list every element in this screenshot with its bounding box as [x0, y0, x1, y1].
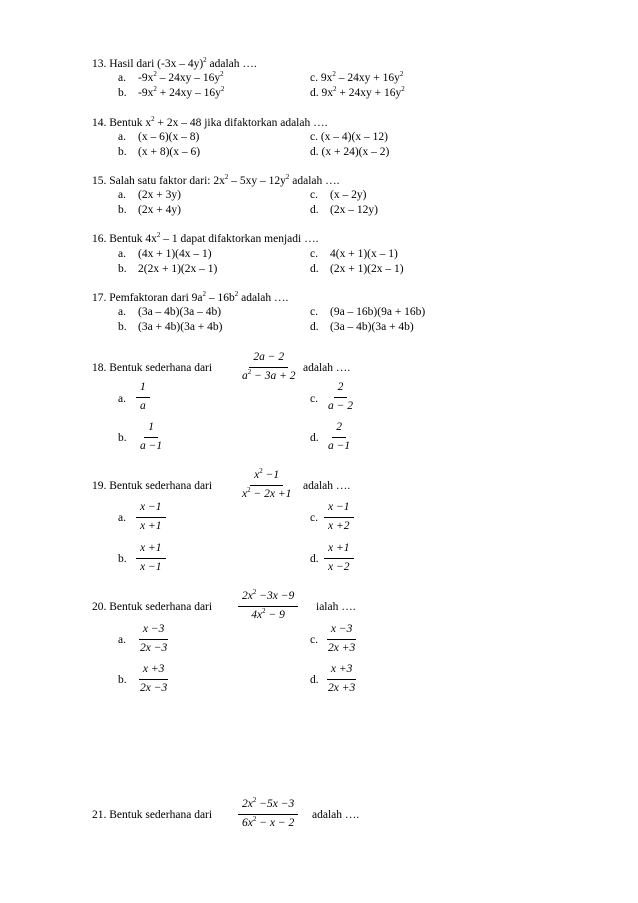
option-label: c.: [310, 306, 318, 318]
option-c: [310, 189, 366, 201]
question-21-fraction: [238, 796, 298, 829]
option-label: d.: [310, 204, 319, 216]
superscript: 2: [153, 70, 157, 79]
option-text: (2x + 4y): [138, 204, 181, 216]
option-c-label: c.: [310, 512, 318, 524]
option-a: [118, 306, 221, 318]
option-a-fraction: [136, 382, 150, 412]
stem-text: 17. Pemfaktoran dari 9a: [92, 292, 203, 304]
num-part: −5x −3: [256, 798, 295, 810]
numerator: x −3: [139, 624, 169, 640]
option-c: [310, 72, 403, 84]
option-d: [310, 87, 405, 99]
option-label: c.: [310, 248, 318, 260]
den-part: − 9: [265, 608, 285, 621]
option-b-fraction: [136, 543, 166, 573]
option-label: d.: [310, 263, 319, 275]
den-part: 6x: [242, 816, 253, 829]
superscript: 2: [262, 606, 266, 615]
stem-text: 15. Salah satu faktor dari: 2x: [92, 175, 225, 187]
option-text: (9a – 16b)(9a + 16b): [330, 306, 426, 318]
numerator: x −1: [136, 502, 166, 518]
num-part: 2x: [242, 590, 253, 602]
option-label: b.: [118, 146, 127, 158]
superscript: 2: [234, 290, 239, 299]
option-a-label: a.: [118, 393, 126, 405]
denominator: 2x −3: [140, 641, 168, 654]
option-c: [310, 248, 398, 260]
denominator: 2x +3: [328, 681, 356, 694]
superscript: 2: [203, 56, 207, 65]
superscript: 2: [247, 367, 252, 376]
stem-text: – 1 dapat difaktorkan menjadi ….: [160, 233, 319, 245]
option-c-label: c.: [310, 634, 318, 646]
option-b: [118, 146, 200, 158]
option-d-fraction: [324, 422, 354, 452]
numerator: x −3: [327, 624, 357, 640]
numerator: 2: [334, 382, 348, 398]
numerator: 2a − 2: [249, 352, 288, 368]
option-text: (2x + 1)(2x – 1): [330, 263, 404, 275]
option-text: + 24xy + 16y: [336, 87, 402, 99]
option-label: c.: [310, 189, 318, 201]
superscript: 2: [151, 115, 155, 124]
option-b: [118, 321, 223, 333]
option-text: (2x + 3y): [138, 189, 181, 201]
option-d-label: d.: [310, 432, 319, 444]
option-c-fraction: [324, 502, 354, 532]
numerator: [238, 796, 298, 815]
denominator: [238, 815, 298, 830]
denominator: 2x +3: [328, 641, 356, 654]
option-text: d. (x + 24)(x – 2): [310, 146, 390, 158]
stem-text: 14. Bentuk x: [92, 117, 152, 129]
numerator: [238, 588, 298, 607]
numerator: 1: [144, 422, 158, 438]
denominator: [238, 486, 295, 501]
option-d-fraction: [324, 664, 359, 694]
option-label: a.: [118, 306, 126, 318]
num-part: x: [254, 469, 260, 481]
denominator: [238, 368, 300, 383]
option-text: (3a – 4b)(3a + 4b): [330, 321, 414, 333]
denominator: a −1: [140, 439, 163, 452]
superscript: 2: [333, 85, 337, 94]
option-text: c. (x – 4)(x – 12): [310, 131, 388, 143]
superscript: 2: [252, 796, 257, 805]
superscript: 2: [259, 467, 263, 476]
den-part: − 2x +1: [250, 487, 292, 500]
option-label: b.: [118, 321, 127, 333]
option-text: + 24xy – 16y: [156, 87, 221, 99]
option-b: [118, 204, 181, 216]
stem-text: 16. Bentuk 4x: [92, 233, 157, 245]
option-text: -9x: [138, 87, 154, 99]
option-text: c. 9x: [310, 72, 333, 84]
denominator: x +2: [328, 519, 350, 532]
option-a: [118, 189, 181, 201]
option-label: d.: [310, 321, 319, 333]
numerator: x −1: [324, 502, 354, 518]
question-14-stem: [92, 117, 327, 129]
denominator: x +1: [140, 519, 162, 532]
denominator: x −1: [140, 560, 162, 573]
option-text: (x – 6)(x – 8): [138, 131, 200, 143]
option-c-fraction: [324, 382, 357, 412]
option-label: a.: [118, 189, 126, 201]
question-18-suffix: adalah ….: [303, 362, 351, 374]
option-d-label: d.: [310, 553, 319, 565]
den-part: − x − 2: [256, 816, 295, 829]
option-label: b.: [118, 204, 127, 216]
option-d: [310, 321, 414, 333]
superscript: 2: [220, 85, 225, 94]
option-d: [310, 263, 404, 275]
option-c: [310, 306, 425, 318]
superscript: 2: [399, 70, 404, 79]
superscript: 2: [153, 85, 157, 94]
question-21-stem: 21. Bentuk sederhana dari: [92, 809, 213, 821]
question-16-stem: [92, 233, 318, 245]
superscript: 2: [332, 70, 336, 79]
question-21-suffix: adalah ….: [312, 809, 360, 821]
option-a: [118, 248, 212, 260]
option-label: b.: [118, 87, 127, 99]
option-b-fraction: [136, 664, 171, 694]
denominator: a: [140, 399, 146, 412]
option-c-label: c.: [310, 393, 318, 405]
option-text: d. 9x: [310, 87, 333, 99]
num-part: −1: [262, 469, 280, 481]
option-text: (3a – 4b)(3a – 4b): [138, 306, 222, 318]
superscript: 2: [156, 231, 161, 240]
superscript: 2: [285, 173, 290, 182]
den-part: x: [242, 487, 248, 500]
option-text: (3a + 4b)(3a + 4b): [138, 321, 223, 333]
question-18-stem: 18. Bentuk sederhana dari: [92, 362, 213, 374]
stem-text: adalah ….: [238, 292, 289, 304]
question-17-stem: [92, 292, 288, 304]
numerator: x +3: [139, 664, 169, 680]
denominator: a −1: [328, 439, 351, 452]
option-a-label: a.: [118, 512, 126, 524]
numerator: [250, 467, 283, 486]
question-18-fraction: [238, 352, 300, 382]
option-c-fraction: [324, 624, 359, 654]
denominator: x −2: [328, 560, 350, 573]
option-label: a.: [118, 131, 126, 143]
numerator: 1: [136, 382, 150, 398]
option-b-fraction: [136, 422, 166, 452]
option-b-label: b.: [118, 674, 127, 686]
option-text: -9x: [138, 72, 154, 84]
numerator: 2: [332, 422, 346, 438]
option-text: (4x + 1)(4x – 1): [138, 248, 212, 260]
option-b-label: b.: [118, 432, 127, 444]
denominator: a − 2: [328, 399, 354, 412]
option-b: [118, 87, 224, 99]
option-a-fraction: [136, 624, 171, 654]
numerator: x +1: [136, 543, 166, 559]
num-part: 2x: [242, 798, 253, 810]
denominator: [247, 607, 289, 622]
stem-text: adalah ….: [289, 175, 340, 187]
option-a: [118, 131, 199, 143]
option-d: [310, 146, 389, 158]
den-part: − 3a + 2: [251, 369, 296, 382]
superscript: 2: [252, 814, 257, 823]
question-20-fraction: [238, 588, 298, 621]
question-13-stem: [92, 58, 257, 70]
question-19-suffix: adalah ….: [303, 480, 351, 492]
question-19-stem: 19. Bentuk sederhana dari: [92, 480, 213, 492]
option-text: (x – 2y): [330, 189, 367, 201]
option-label: a.: [118, 248, 126, 260]
num-part: −3x −9: [256, 590, 295, 602]
option-a-label: a.: [118, 634, 126, 646]
option-text: – 24xy – 16y: [156, 72, 221, 84]
option-text: (x + 8)(x – 6): [138, 146, 201, 158]
option-text: 2(2x + 1)(2x – 1): [138, 263, 218, 275]
option-label: a.: [118, 72, 126, 84]
superscript: 2: [401, 85, 405, 94]
superscript: 2: [202, 290, 206, 299]
stem-text: – 16b: [206, 292, 235, 304]
question-15-stem: [92, 175, 340, 187]
option-d-fraction: [324, 543, 354, 573]
stem-text: + 2x – 48 jika difaktorkan adalah ….: [154, 117, 328, 129]
option-a-fraction: [136, 502, 166, 532]
option-d-label: d.: [310, 674, 319, 686]
question-20-suffix: ialah ….: [316, 601, 356, 613]
stem-text: adalah ….: [206, 58, 257, 70]
option-b: [118, 263, 217, 275]
den-part: 4x: [251, 608, 263, 621]
denominator: 2x −3: [140, 681, 168, 694]
stem-text: 13. Hasil dari (-3x – 4y): [92, 58, 204, 70]
stem-text: – 5xy – 12y: [228, 175, 286, 187]
option-text: 4(x + 1)(x – 1): [330, 248, 398, 260]
option-d: [310, 204, 378, 216]
option-a: [118, 72, 224, 84]
superscript: 2: [252, 588, 257, 597]
option-text: – 24xy + 16y: [335, 72, 400, 84]
option-c: [310, 131, 388, 143]
question-20-stem: 20. Bentuk sederhana dari: [92, 601, 213, 613]
den-part: a: [242, 369, 248, 382]
superscript: 2: [220, 70, 224, 79]
superscript: 2: [224, 173, 229, 182]
numerator: x +1: [324, 543, 354, 559]
numerator: x +3: [327, 664, 357, 680]
option-text: (2x – 12y): [330, 204, 378, 216]
question-19-fraction: [238, 467, 295, 500]
option-label: b.: [118, 263, 127, 275]
option-b-label: b.: [118, 553, 127, 565]
superscript: 2: [247, 485, 251, 494]
